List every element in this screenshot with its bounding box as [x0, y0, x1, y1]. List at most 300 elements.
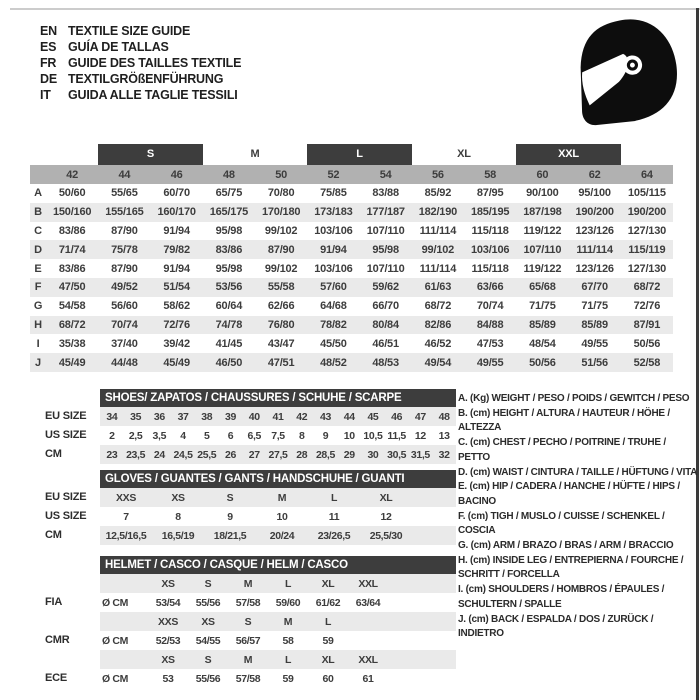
- size-number: 56: [431, 168, 444, 181]
- size-value: 160/170: [157, 206, 196, 219]
- measure-row-H: [30, 316, 673, 335]
- gloves-value: 16,5/19: [161, 529, 195, 542]
- shoes-value: 6,5: [247, 429, 262, 442]
- row-letter: H: [34, 318, 42, 331]
- gloves-value: L: [330, 491, 338, 504]
- size-value: 65/68: [529, 281, 556, 294]
- gloves-value: XL: [379, 491, 393, 504]
- standard-label: FIA: [45, 596, 63, 608]
- size-value: 75/78: [111, 243, 138, 256]
- size-value: 47/50: [58, 281, 86, 294]
- size-value: 41/45: [215, 337, 243, 350]
- helmet-value-row-FIA: [45, 593, 465, 612]
- shoes-row: [45, 426, 465, 445]
- language-label: TEXTILGRÖßENFÜHRUNG: [68, 72, 224, 86]
- size-value: 57/60: [320, 281, 347, 294]
- size-number: 42: [66, 168, 79, 181]
- helmet-size-label: XL: [321, 653, 335, 666]
- size-value: 63/66: [476, 281, 504, 294]
- language-label: GUIDA ALLE TAGLIE TESSILI: [68, 88, 238, 102]
- size-value: 52/58: [633, 356, 661, 369]
- size-value: 187/198: [523, 206, 562, 219]
- size-value: 49/55: [476, 356, 504, 369]
- shoes-value: 41: [272, 410, 284, 423]
- size-value: 107/110: [523, 243, 562, 256]
- size-value: 115/118: [471, 262, 509, 275]
- size-value: 50/56: [529, 356, 556, 369]
- shoes-value: 42: [296, 410, 308, 423]
- helmet-size-label: XS: [161, 577, 175, 590]
- size-value: 72/76: [163, 318, 190, 331]
- gloves-value: 12,5/16,5: [105, 529, 147, 542]
- measure-row-B: [30, 203, 673, 222]
- gloves-value: M: [277, 491, 287, 504]
- shoes-value: 26: [225, 448, 237, 461]
- size-value: 45/49: [163, 356, 190, 369]
- size-value: 56/60: [111, 300, 138, 313]
- size-value: 50/56: [633, 337, 661, 350]
- row-letter: J: [35, 356, 41, 369]
- size-value: 107/110: [366, 224, 405, 237]
- size-value: 173/183: [314, 206, 353, 219]
- size-value: 155/165: [105, 206, 144, 219]
- shoes-value: 29: [343, 448, 355, 461]
- shoes-value: 25,5: [197, 448, 217, 461]
- size-value: 115/118: [471, 224, 509, 237]
- size-value: 70/80: [267, 187, 295, 200]
- shoes-value: 28,5: [315, 448, 335, 461]
- language-row: [40, 23, 241, 39]
- gloves-values: [100, 526, 456, 545]
- size-value: 45/49: [58, 356, 86, 369]
- helmet-size-label: XXS: [158, 615, 178, 628]
- shoes-values: [100, 407, 456, 426]
- shoes-value: 47: [414, 410, 426, 423]
- size-number: 62: [588, 168, 601, 181]
- shoes-value: 40: [248, 410, 260, 423]
- size-value: 87/95: [476, 187, 504, 200]
- size-value: 84/88: [476, 318, 504, 331]
- helmet-values: [100, 631, 456, 650]
- measure-row-I: [30, 334, 673, 353]
- size-value: 60/64: [215, 300, 243, 313]
- size-value: 95/98: [372, 243, 399, 256]
- size-value: 123/126: [575, 262, 614, 275]
- size-value: 111/114: [576, 243, 613, 256]
- row-letter: B: [34, 206, 42, 219]
- size-value: 91/94: [163, 224, 190, 237]
- language-label: GUÍA DE TALLAS: [68, 40, 169, 54]
- size-value: 71/75: [581, 300, 608, 313]
- shoes-value: 2,5: [128, 429, 143, 442]
- size-value: 190/200: [627, 206, 667, 219]
- legend-item-D: D. (cm) WAIST / CINTURA / TAILLE / HÜFTUNG / VITA: [458, 466, 698, 478]
- language-code: DE: [40, 72, 57, 86]
- gloves-value: 20/24: [269, 529, 295, 542]
- size-number: 46: [170, 168, 183, 181]
- row-letter: F: [34, 281, 42, 294]
- size-value: 127/130: [627, 262, 667, 275]
- size-value: 85/89: [581, 318, 608, 331]
- shoes-row-label: CM: [45, 448, 62, 460]
- spacer: [45, 650, 100, 669]
- helmet-size-row: [45, 650, 465, 669]
- size-value: 95/100: [578, 187, 611, 200]
- size-value: 49/52: [111, 281, 138, 294]
- size-value: 64/68: [320, 300, 347, 313]
- gloves-value: 7: [123, 510, 129, 523]
- shoes-value: 2: [109, 429, 115, 442]
- size-value: 61/63: [424, 281, 452, 294]
- size-value: 59/62: [372, 281, 399, 294]
- helmet-size-row: [45, 574, 465, 593]
- helmet-value: 61/62: [315, 596, 341, 609]
- shoes-value: 23: [106, 448, 118, 461]
- shoes-value: 23,5: [126, 448, 146, 461]
- size-value: 49/54: [424, 356, 452, 369]
- shoes-value: 32: [438, 448, 450, 461]
- size-number: 52: [327, 168, 340, 181]
- legend-item-I: I. (cm) SHOULDERS / HOMBROS / ÉPAULES / SCHULTERN / SPALLE: [458, 584, 665, 610]
- size-value: 68/72: [424, 300, 452, 313]
- helmet-sizes: [100, 612, 456, 631]
- shoes-value: 27: [248, 448, 260, 461]
- helmet-size-label: XXL: [358, 577, 378, 590]
- legend-item-G: G. (cm) ARM / BRAZO / BRAS / ARM / BRACCIO: [458, 540, 674, 552]
- size-value: 44/48: [111, 356, 138, 369]
- size-value: 99/102: [264, 224, 298, 237]
- size-value: 91/94: [163, 262, 190, 275]
- shoes-row-label: EU SIZE: [45, 410, 87, 422]
- shoes-values: [100, 426, 456, 445]
- size-value: 70/74: [476, 300, 504, 313]
- shoes-section: [45, 389, 465, 464]
- spacer: [45, 612, 100, 631]
- row-letter: G: [33, 300, 43, 313]
- size-value: 47/53: [476, 337, 504, 350]
- shoes-value: 43: [319, 410, 331, 423]
- size-value: 51/56: [581, 356, 608, 369]
- measure-row-E: [30, 259, 673, 278]
- size-value: 58/62: [163, 300, 190, 313]
- size-value: 83/88: [372, 187, 399, 200]
- standard-label: CMR: [45, 634, 70, 646]
- shoes-value: 44: [343, 410, 355, 423]
- size-group-L: L: [307, 144, 412, 165]
- size-value: 105/115: [627, 187, 666, 200]
- helmet-value: 52/53: [155, 634, 181, 647]
- shoes-value: 13: [438, 429, 450, 442]
- helmet-value: 59: [282, 672, 294, 685]
- helmet-size-label: XS: [201, 615, 215, 628]
- row-letter: D: [34, 243, 42, 256]
- gloves-value: 11: [328, 510, 340, 523]
- diameter-unit-label: Ø CM: [102, 634, 129, 647]
- shoes-value: 4: [180, 429, 186, 442]
- helmet-size-label: XS: [161, 653, 175, 666]
- size-value: 87/90: [111, 224, 138, 237]
- gloves-value: 9: [227, 510, 233, 523]
- size-value: 95/98: [215, 224, 243, 237]
- size-value: 111/114: [419, 224, 457, 237]
- row-letter: I: [36, 337, 40, 350]
- helmet-size-label: L: [324, 615, 332, 628]
- language-label: TEXTILE SIZE GUIDE: [68, 24, 191, 38]
- size-value: 46/50: [215, 356, 243, 369]
- helmet-size-label: XXL: [358, 653, 378, 666]
- gloves-value: 23/26,5: [317, 529, 351, 542]
- size-value: 79/82: [163, 243, 190, 256]
- measure-row-G: [30, 297, 673, 316]
- size-number: 58: [484, 168, 497, 181]
- helmet-value: 56/57: [235, 634, 261, 647]
- gloves-value: 10: [276, 510, 288, 523]
- shoes-value: 37: [177, 410, 189, 423]
- shoes-value: 9: [322, 429, 329, 442]
- size-value: 60/70: [163, 187, 190, 200]
- size-value: 48/52: [320, 356, 347, 369]
- size-value: 182/190: [418, 206, 458, 219]
- helmet-value: 55/56: [195, 672, 221, 685]
- size-value: 80/84: [372, 318, 399, 331]
- language-code: FR: [40, 56, 57, 70]
- legend-item-A: A. (Kg) WEIGHT / PESO / POIDS / GEWITCH / PESO: [458, 393, 690, 404]
- shoes-value: 31,5: [410, 448, 430, 461]
- language-code: ES: [40, 40, 57, 54]
- helmet-size-label: S: [244, 615, 252, 628]
- shoes-value: 24: [153, 448, 165, 461]
- shoes-value: 24,5: [173, 448, 193, 461]
- size-value: 55/58: [267, 281, 295, 294]
- size-value: 119/122: [523, 262, 562, 275]
- size-value: 87/91: [633, 318, 661, 331]
- size-number: 50: [275, 168, 288, 181]
- shoes-row-label: US SIZE: [45, 429, 87, 441]
- size-value: 68/72: [633, 281, 661, 294]
- gloves-value: S: [226, 491, 234, 504]
- helmet-size-label: M: [243, 653, 253, 666]
- gloves-row: [45, 526, 465, 545]
- helmet-value: 58: [282, 634, 294, 647]
- size-value: 107/110: [366, 262, 405, 275]
- size-value: 75/85: [320, 187, 347, 200]
- size-number: 54: [379, 168, 392, 181]
- size-number: 48: [222, 168, 235, 181]
- helmet-size-label: M: [243, 577, 253, 590]
- gloves-values: [100, 507, 456, 526]
- shoes-value: 3,5: [152, 429, 167, 442]
- size-value: 68/72: [58, 318, 86, 331]
- gloves-value: 18/21,5: [213, 529, 247, 542]
- language-row: [40, 87, 241, 103]
- size-value: 49/55: [581, 337, 608, 350]
- size-number-row: [30, 165, 673, 184]
- helmet-section-header: HELMET / CASCO / CASQUE / HELM / CASCO: [100, 556, 456, 574]
- size-value: 37/40: [111, 337, 138, 350]
- size-value: 53/56: [215, 281, 243, 294]
- size-value: 119/122: [523, 224, 562, 237]
- diameter-unit-label: Ø CM: [102, 672, 129, 685]
- size-value: 35/38: [58, 337, 86, 350]
- gloves-values: [100, 488, 456, 507]
- size-value: 43/47: [267, 337, 295, 350]
- size-value: 46/52: [424, 337, 452, 350]
- shoes-values: [100, 445, 456, 464]
- legend-item-F: F. (cm) TIGH / MUSLO / CUISSE / SCHENKEL / COSCIA: [458, 510, 665, 537]
- legend-item-C: C. (cm) CHEST / PECHO / POITRINE / TRUHE / PETTO: [458, 437, 666, 463]
- size-value: 83/86: [58, 262, 86, 275]
- helmet-values: [100, 593, 456, 612]
- gloves-row: [45, 488, 465, 507]
- spacer: [45, 574, 100, 593]
- size-group-S: S: [98, 144, 203, 165]
- size-value: 123/126: [575, 224, 614, 237]
- shoes-section-header: SHOES/ ZAPATOS / CHAUSSURES / SCHUHE / SCARPE: [100, 389, 456, 407]
- size-value: 66/70: [372, 300, 399, 313]
- measure-row-C: [30, 222, 673, 241]
- size-number: 44: [118, 168, 131, 181]
- helmet-size-label: M: [283, 615, 293, 628]
- gloves-value: 12: [380, 510, 392, 523]
- shoes-value: 5: [204, 429, 210, 442]
- diameter-unit-label: Ø CM: [102, 596, 129, 609]
- language-code: EN: [40, 24, 57, 38]
- size-value: 54/58: [58, 300, 86, 313]
- top-border: [10, 8, 700, 10]
- helmet-section: [45, 556, 465, 688]
- helmet-sizes: [100, 650, 456, 669]
- gloves-section: [45, 470, 465, 545]
- spacer: [45, 389, 100, 407]
- size-value: 127/130: [627, 224, 667, 237]
- size-value: 48/53: [372, 356, 399, 369]
- size-value: 67/70: [581, 281, 608, 294]
- size-value: 71/75: [529, 300, 556, 313]
- size-value: 48/54: [529, 337, 556, 350]
- language-label: GUIDE DES TAILLES TEXTILE: [68, 56, 242, 70]
- size-value: 185/195: [470, 206, 510, 219]
- size-value: 62/66: [267, 300, 295, 313]
- helmet-size-label: XL: [321, 577, 335, 590]
- helmet-value: 59/60: [275, 596, 301, 609]
- gloves-row: [45, 507, 465, 526]
- shoes-value: 28: [296, 448, 308, 461]
- size-number: 64: [640, 168, 653, 181]
- shoes-row: [45, 407, 465, 426]
- helmet-value: 53/54: [155, 596, 181, 609]
- size-value: 95/98: [215, 262, 243, 275]
- racing-helmet-icon: [560, 16, 690, 128]
- size-value: 51/54: [163, 281, 190, 294]
- helmet-value: 61: [362, 672, 374, 685]
- shoes-value: 39: [225, 410, 237, 423]
- shoes-value: 6: [227, 429, 234, 442]
- size-value: 65/75: [215, 187, 243, 200]
- row-letter: E: [34, 262, 42, 275]
- size-value: 85/89: [529, 318, 556, 331]
- helmet-value: 57/58: [235, 596, 261, 609]
- language-row: [40, 55, 241, 71]
- shoes-value: 35: [130, 410, 142, 423]
- gloves-row-label: CM: [45, 529, 62, 541]
- language-row: [40, 39, 241, 55]
- helmet-size-label: L: [284, 653, 292, 666]
- shoes-value: 8: [298, 429, 305, 442]
- spacer: [45, 470, 100, 488]
- size-value: 165/175: [209, 206, 249, 219]
- shoes-value: 30: [367, 448, 379, 461]
- size-group-M: M: [250, 148, 260, 160]
- size-value: 55/65: [111, 187, 138, 200]
- size-value: 74/78: [215, 318, 243, 331]
- row-letter: C: [34, 224, 42, 237]
- size-value: 76/80: [267, 318, 295, 331]
- size-number: 60: [536, 168, 549, 181]
- helmet-value: 59: [322, 634, 334, 647]
- gloves-row-label: EU SIZE: [45, 491, 87, 503]
- measure-row-F: [30, 278, 673, 297]
- shoes-value: 38: [201, 410, 213, 423]
- shoes-value: 36: [153, 410, 165, 423]
- size-value: 72/76: [633, 300, 661, 313]
- size-value: 190/200: [575, 206, 614, 219]
- size-value: 78/82: [320, 318, 347, 331]
- row-letter: A: [34, 187, 42, 200]
- size-value: 50/60: [58, 187, 86, 200]
- measurement-legend: [458, 392, 698, 642]
- size-value: 85/92: [424, 187, 452, 200]
- shoes-value: 48: [438, 410, 450, 423]
- size-value: 87/90: [267, 243, 295, 256]
- helmet-value-row-CMR: [45, 631, 465, 650]
- size-group-row: [46, 144, 673, 165]
- size-value: 83/86: [58, 224, 86, 237]
- standard-label: ECE: [45, 672, 68, 684]
- size-value: 103/106: [314, 224, 353, 237]
- size-value: 71/74: [58, 243, 86, 256]
- size-value: 90/100: [526, 187, 559, 200]
- helmet-size-row: [45, 612, 465, 631]
- size-value: 99/102: [264, 262, 298, 275]
- size-value: 150/160: [52, 206, 92, 219]
- gloves-value: XS: [171, 491, 185, 504]
- language-row: [40, 71, 241, 87]
- gloves-section-header: GLOVES / GUANTES / GANTS / HANDSCHUHE / GUANTI: [100, 470, 456, 488]
- measure-row-A: [30, 184, 673, 203]
- helmet-size-label: L: [284, 577, 292, 590]
- size-value: 103/106: [314, 262, 353, 275]
- measure-row-D: [30, 240, 673, 259]
- legend-item-H: H. (cm) INSIDE LEG / ENTREPIERNA / FOURCHE / SCHRITT / FORCELLA: [458, 554, 684, 581]
- size-value: 111/114: [419, 262, 457, 275]
- size-value: 82/86: [424, 318, 452, 331]
- size-value: 87/90: [111, 262, 138, 275]
- size-value: 47/51: [267, 356, 295, 369]
- size-value: 103/106: [470, 243, 510, 256]
- gloves-row-label: US SIZE: [45, 510, 87, 522]
- helmet-size-label: S: [204, 653, 212, 666]
- shoes-value: 34: [106, 410, 118, 423]
- shoes-value: 11,5: [387, 429, 406, 442]
- size-value: 170/180: [261, 206, 301, 219]
- language-code: IT: [40, 88, 51, 102]
- helmet-value: 60: [322, 672, 334, 685]
- size-value: 115/119: [628, 243, 666, 256]
- legend-item-B: B. (cm) HEIGHT / ALTURA / HAUTEUR / HÖHE / ALTEZZA: [458, 407, 670, 434]
- helmet-value: 53: [162, 672, 174, 685]
- helmet-value: 57/58: [235, 672, 261, 685]
- legend-item-J: J. (cm) BACK / ESPALDA / DOS / ZURÜCK / INDIETRO: [458, 613, 654, 640]
